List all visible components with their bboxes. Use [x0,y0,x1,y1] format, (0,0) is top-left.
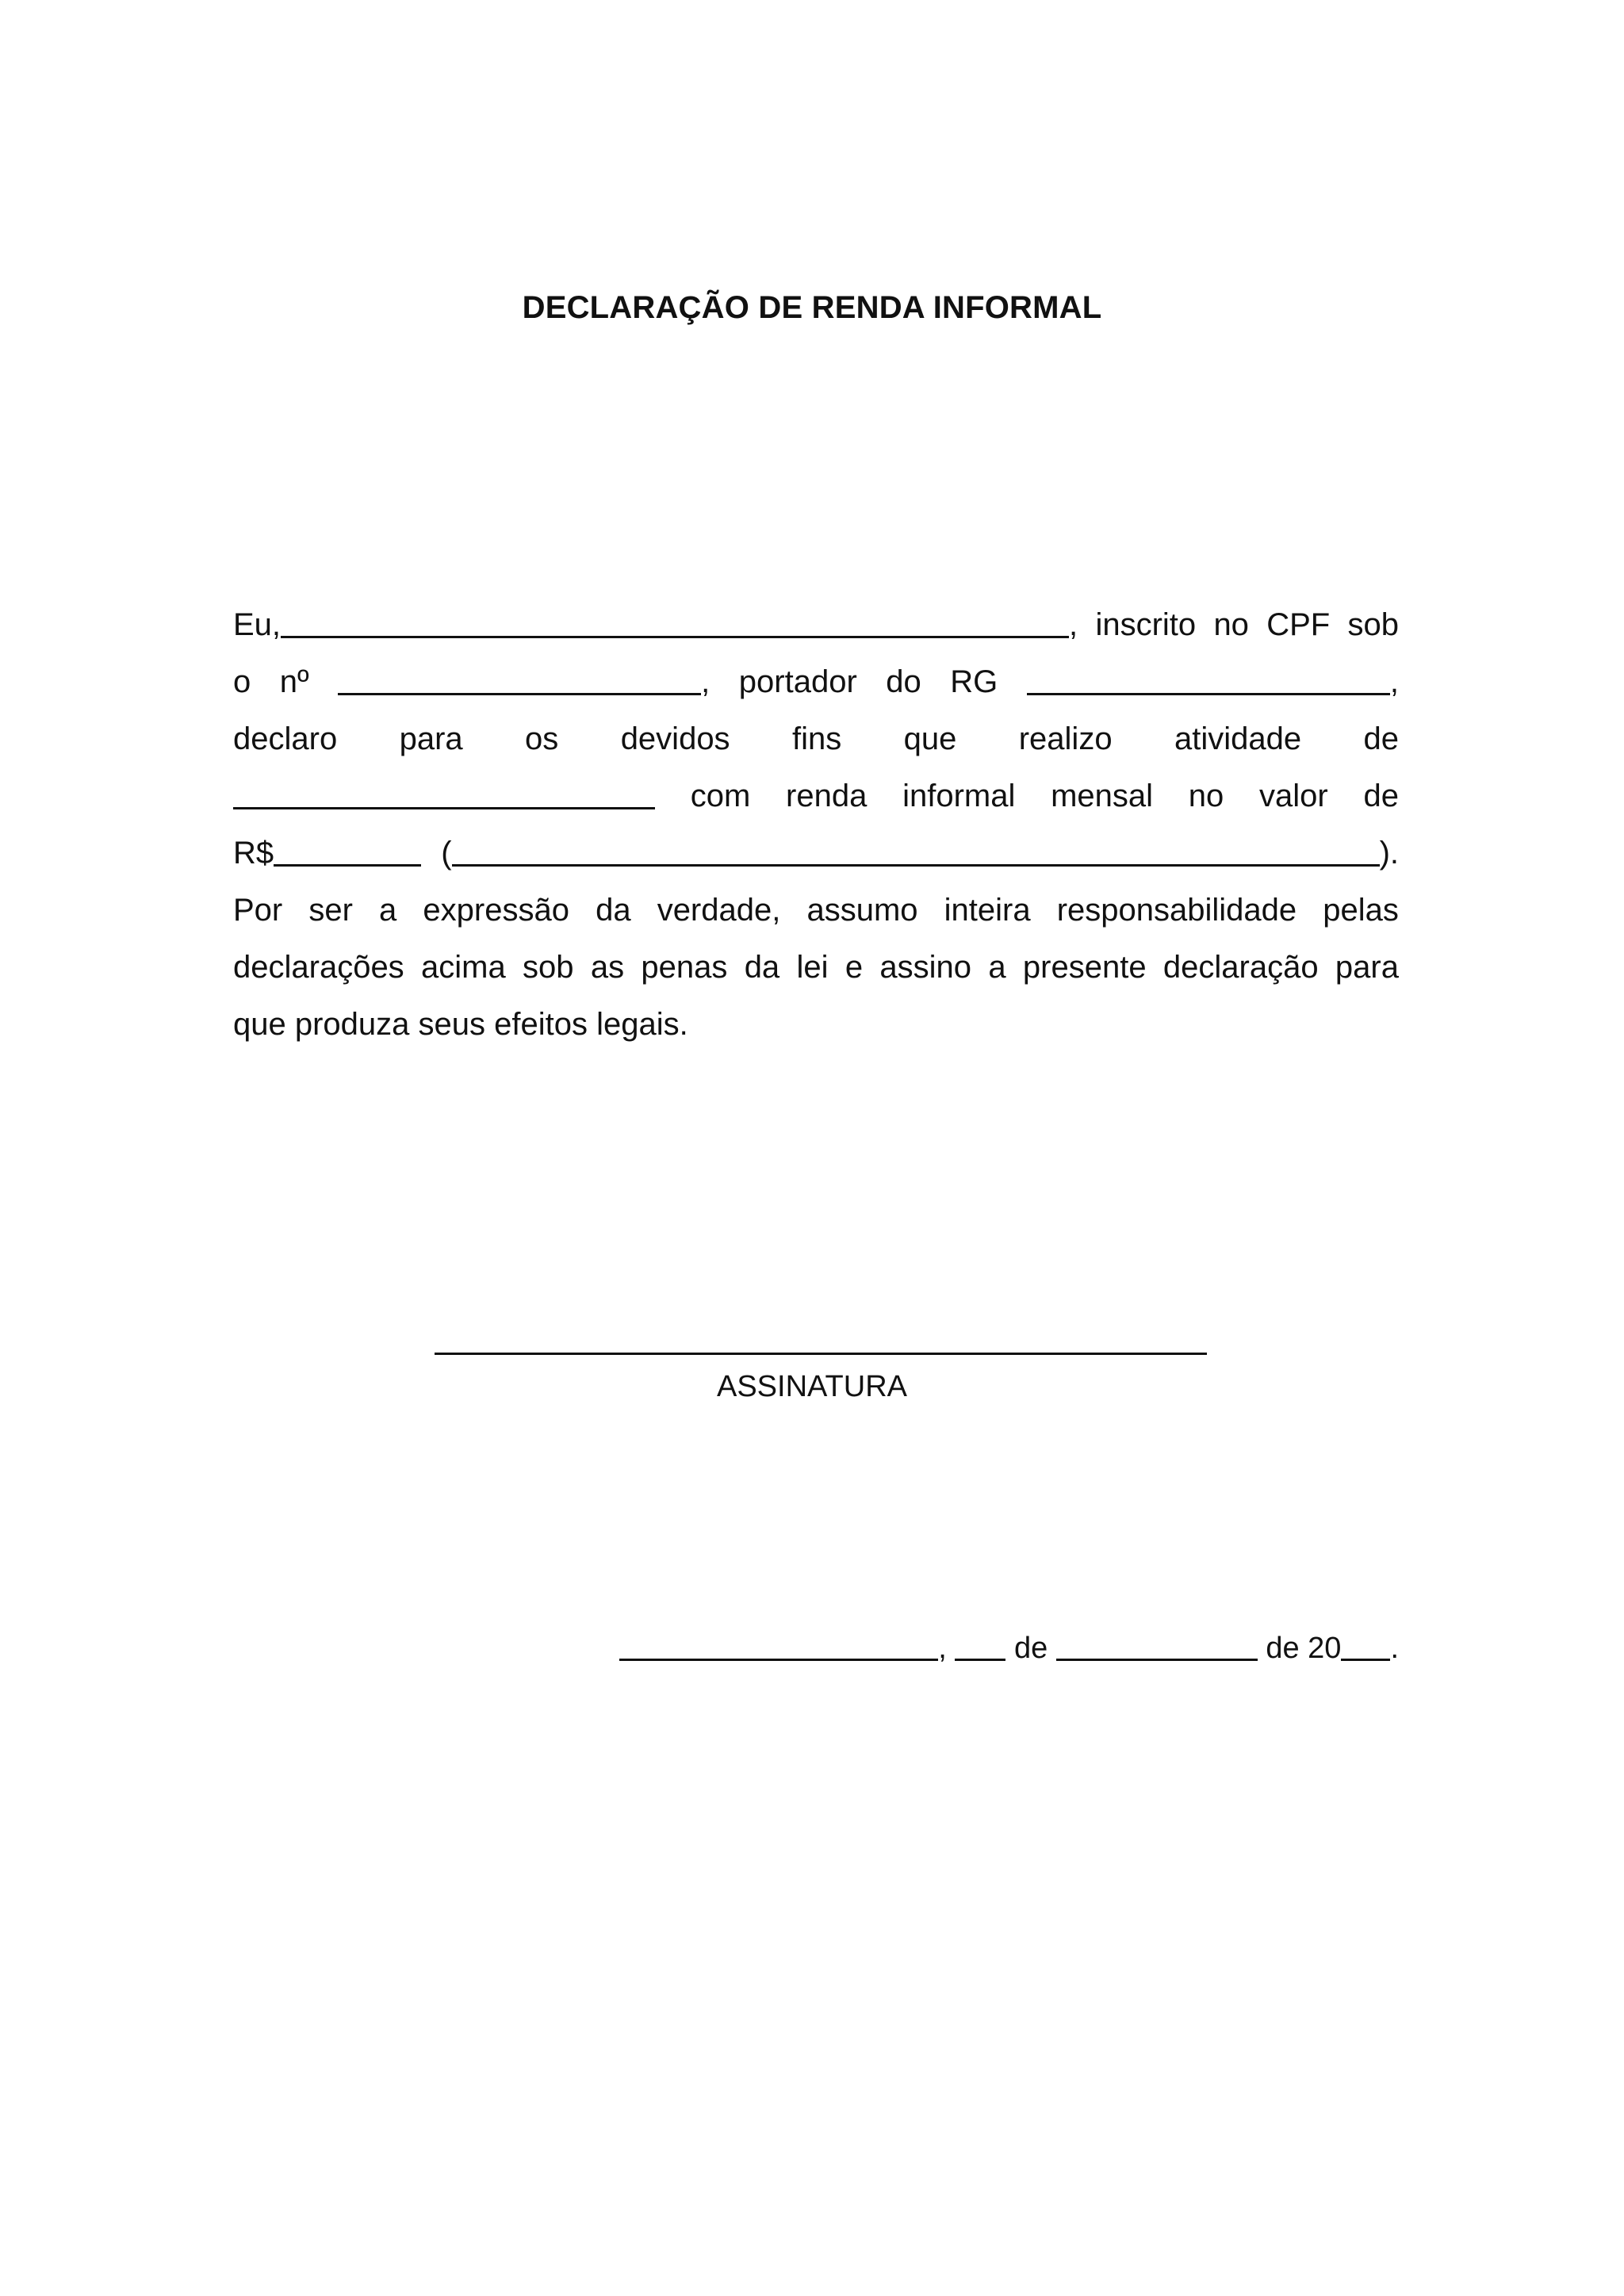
word: penas [641,950,728,985]
word: inteira [944,893,1031,928]
word: inscrito [1095,607,1197,642]
amount-group [233,825,421,882]
rg-blank[interactable] [1027,666,1390,695]
word: o [233,664,251,699]
line-2 [233,653,1399,710]
word: atividade [1174,721,1302,756]
currency-symbol: R$ [233,836,274,871]
word: ser [308,893,353,928]
word: valor [1259,779,1328,813]
word: de [1363,721,1399,756]
city-blank[interactable] [619,1632,938,1661]
word: responsabilidade [1056,893,1297,928]
word: portador [738,664,857,699]
amount-words-group [441,825,1399,882]
comma: , [701,664,710,699]
line-5 [233,825,1399,882]
word: do [886,664,921,699]
word: para [1335,950,1399,985]
comma: , [1069,607,1078,642]
declaration-body [233,596,1399,1053]
year-blank[interactable] [1341,1632,1390,1661]
word: com [690,779,751,813]
amount-words-blank[interactable] [452,837,1380,867]
word: pelas [1323,893,1399,928]
cpf-blank[interactable] [338,666,701,695]
word: assino [879,950,972,985]
word: nº [279,664,309,699]
word: CPF [1266,607,1331,642]
word: de [1363,779,1399,813]
word: no [1188,779,1224,813]
word: para [399,721,463,756]
name-blank[interactable] [281,609,1069,638]
word: informal [902,779,1016,813]
word: renda [786,779,868,813]
word: mensal [1051,779,1154,813]
word: no [1213,607,1249,642]
activity-blank[interactable] [233,780,655,809]
month-blank[interactable] [1056,1632,1258,1661]
year-prefix: de 20 [1266,1632,1342,1665]
word: realizo [1018,721,1113,756]
word: Por [233,893,283,928]
word: da [744,950,780,985]
word: e [845,950,864,985]
document-title: DECLARAÇÃO DE RENDA INFORMAL [522,290,1102,325]
close-paren: ). [1379,836,1399,871]
word: lei [796,950,829,985]
line-1-start [233,596,1078,653]
open-paren: ( [441,836,452,871]
word: declaração [1162,950,1319,985]
amount-blank[interactable] [274,837,421,867]
word: a [379,893,397,928]
word: de [1013,1632,1048,1665]
date-place-line [619,1628,1399,1666]
word: declarações [233,950,404,985]
word: fins [791,721,842,756]
comma: , [1389,664,1399,699]
signature-line[interactable] [435,1353,1207,1355]
line-3 [233,710,1399,767]
line-1 [233,596,1399,653]
word: verdade, [657,893,781,928]
day-blank[interactable] [955,1632,1005,1661]
word: que [903,721,957,756]
word: os [525,721,559,756]
period: . [1390,1632,1399,1665]
word: sob [1347,607,1399,642]
word: da [596,893,631,928]
line-8: que produza seus efeitos legais. [233,1007,688,1042]
word: assumo [806,893,918,928]
word: declaro [233,721,338,756]
word: acima [421,950,506,985]
line-7 [233,939,1399,996]
signature-label: ASSINATURA [716,1370,907,1403]
line-6 [233,882,1399,939]
word: expressão [423,893,569,928]
word: RG [950,664,998,699]
word: devidos [620,721,730,756]
rg-group [1027,653,1399,710]
word: presente [1022,950,1147,985]
eu-text: Eu, [233,607,282,642]
cpf-group [338,653,710,710]
word: as [590,950,625,985]
word: sob [523,950,574,985]
comma: , [938,1632,947,1665]
word: a [988,950,1006,985]
line-4 [233,767,1399,825]
